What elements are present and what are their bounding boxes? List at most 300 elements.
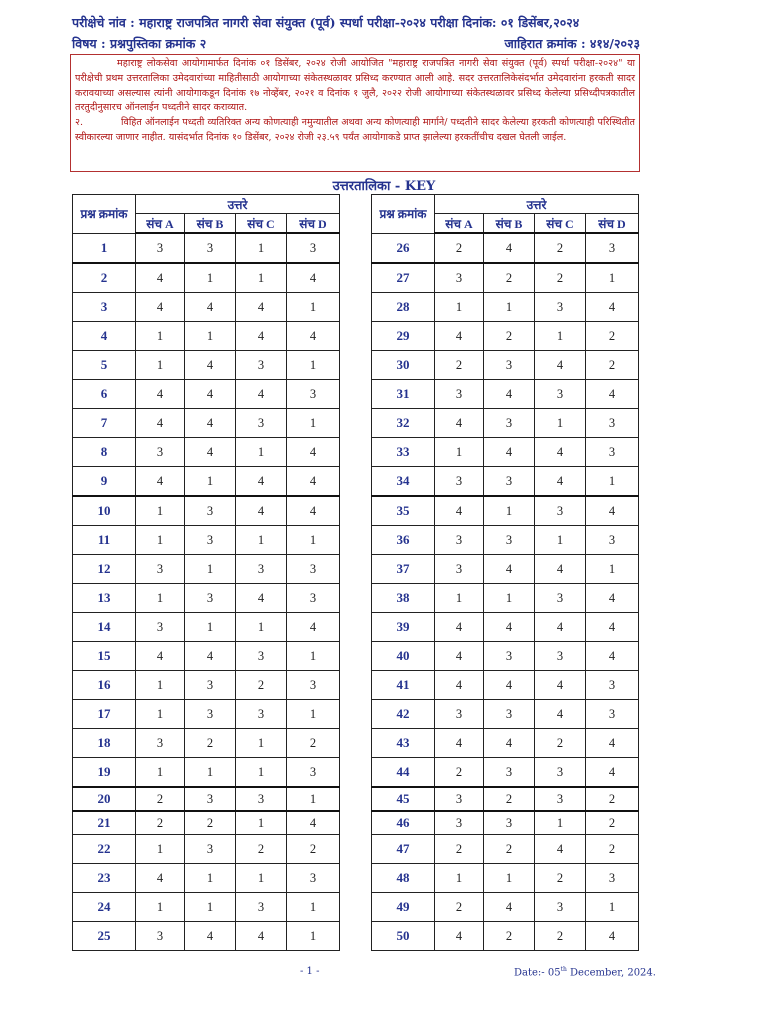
table-row [73, 467, 340, 497]
answer-set-b-cell: 3 [185, 584, 236, 613]
answer-set-b-cell: 2 [484, 835, 535, 864]
answer-set-b-cell: 1 [185, 613, 236, 642]
table-row [73, 380, 340, 409]
answer-set-b-cell: 4 [484, 671, 535, 700]
answer-set-c-cell: 3 [535, 787, 586, 811]
answer-set-c-cell: 1 [236, 233, 287, 263]
answer-set-c-cell: 3 [236, 893, 287, 922]
notice-paragraph-2-text: विहित ऑनलाईन पध्दती व्यतिरिक्त अन्य कोणत्याही नमुन्यातील अथवा अन्य कोणत्याही मार्गाने/ पध्दतीने सादर केलेल्या हरकती कोणत्याही परिस्थितीत स्वीकारल्या जाणार नाहीत. यासंदर्भात दिनांक १० डिसेंबर, २०२४ रोजी २३.५९ पर्यंत आयोगाकडे प्राप्त झालेल्या हरकतींचीच दखल घेतली जाईल. [75, 117, 635, 143]
table-row [73, 409, 340, 438]
answer-set-b-cell: 1 [484, 293, 535, 322]
answer-set-d-cell: 2 [287, 835, 340, 864]
answer-set-a-cell: 4 [136, 263, 185, 293]
question-number-cell: 46 [372, 811, 435, 835]
answer-set-d-cell: 4 [586, 642, 639, 671]
header-answers: उत्तरे [136, 195, 340, 214]
table-row [372, 380, 639, 409]
answer-set-d-cell: 2 [586, 351, 639, 380]
answer-set-c-cell: 1 [236, 613, 287, 642]
question-number-cell: 32 [372, 409, 435, 438]
answer-set-d-cell: 4 [586, 584, 639, 613]
question-number-cell: 49 [372, 893, 435, 922]
table-row [372, 233, 639, 263]
header-question-number: प्रश्न क्रमांक [73, 195, 136, 234]
answer-set-d-cell: 3 [586, 438, 639, 467]
answer-set-b-cell: 4 [185, 642, 236, 671]
answer-set-d-cell: 4 [586, 293, 639, 322]
answer-set-a-cell: 1 [435, 438, 484, 467]
answer-set-a-cell: 3 [435, 555, 484, 584]
question-number-cell: 48 [372, 864, 435, 893]
table-row [372, 409, 639, 438]
answer-set-d-cell: 2 [586, 811, 639, 835]
answer-set-d-cell: 1 [586, 893, 639, 922]
answer-set-a-cell: 4 [435, 322, 484, 351]
subject-label: विषय : प्रश्नपुस्तिका क्रमांक २ [72, 36, 207, 51]
answer-set-c-cell: 1 [236, 811, 287, 835]
answer-set-b-cell: 1 [185, 555, 236, 584]
answer-key-table-right [371, 194, 639, 951]
answer-key-title: उत्तरतालिका - KEY [332, 179, 436, 194]
question-number-cell: 25 [73, 922, 136, 951]
answer-set-a-cell: 3 [435, 263, 484, 293]
date-ordinal: th [560, 966, 567, 973]
answer-set-c-cell: 1 [236, 729, 287, 758]
answer-set-d-cell: 1 [287, 409, 340, 438]
answer-set-d-cell: 4 [586, 613, 639, 642]
table-row [73, 293, 340, 322]
answer-set-d-cell: 2 [586, 787, 639, 811]
answer-set-c-cell: 1 [535, 526, 586, 555]
page-number: - 1 - [300, 966, 320, 977]
answer-set-b-cell: 1 [484, 864, 535, 893]
answer-set-a-cell: 4 [435, 642, 484, 671]
answer-set-d-cell: 1 [586, 263, 639, 293]
notice-paragraph-2 [75, 116, 635, 146]
question-number-cell: 50 [372, 922, 435, 951]
answer-set-a-cell: 3 [136, 555, 185, 584]
question-number-cell: 40 [372, 642, 435, 671]
answer-set-b-cell: 2 [185, 811, 236, 835]
table-row [372, 922, 639, 951]
answer-set-b-cell: 3 [185, 787, 236, 811]
exam-name: परीक्षेचे नांव : महाराष्ट्र राजपत्रित नागरी सेवा संयुक्त (पूर्व) स्पर्धा परीक्षा-२०२४ परीक्षा दिनांक: ०१ डिसेंबर,२०२४ [72, 15, 580, 30]
answer-set-a-cell: 1 [136, 835, 185, 864]
answer-set-d-cell: 4 [586, 922, 639, 951]
answer-set-a-cell: 4 [136, 293, 185, 322]
answer-set-b-cell: 1 [484, 496, 535, 526]
answer-set-c-cell: 4 [236, 467, 287, 497]
table-row [372, 613, 639, 642]
question-number-cell: 41 [372, 671, 435, 700]
table-row [73, 351, 340, 380]
answer-set-b-cell: 2 [185, 729, 236, 758]
question-number-cell: 45 [372, 787, 435, 811]
answer-set-d-cell: 4 [287, 467, 340, 497]
question-number-cell: 5 [73, 351, 136, 380]
answer-set-c-cell: 2 [535, 729, 586, 758]
answer-set-b-cell: 1 [185, 263, 236, 293]
table-row [73, 642, 340, 671]
answer-set-d-cell: 3 [287, 864, 340, 893]
answer-set-a-cell: 3 [435, 380, 484, 409]
answer-set-b-cell: 1 [185, 467, 236, 497]
answer-set-a-cell: 3 [136, 613, 185, 642]
answer-set-c-cell: 4 [535, 438, 586, 467]
table-row [73, 233, 340, 263]
answer-set-d-cell: 3 [287, 671, 340, 700]
question-number-cell: 43 [372, 729, 435, 758]
question-number-cell: 38 [372, 584, 435, 613]
header-set-a: संच A [435, 214, 484, 234]
question-number-cell: 26 [372, 233, 435, 263]
table-row [73, 322, 340, 351]
answer-set-b-cell: 2 [484, 263, 535, 293]
answer-set-c-cell: 1 [236, 526, 287, 555]
answer-set-c-cell: 3 [535, 642, 586, 671]
exam-title-line [72, 14, 640, 31]
table-row [73, 671, 340, 700]
answer-set-b-cell: 3 [185, 526, 236, 555]
answer-set-c-cell: 2 [535, 233, 586, 263]
question-number-cell: 42 [372, 700, 435, 729]
question-number-cell: 16 [73, 671, 136, 700]
answer-set-d-cell: 3 [287, 584, 340, 613]
answer-set-c-cell: 3 [535, 758, 586, 788]
question-number-cell: 39 [372, 613, 435, 642]
answer-set-a-cell: 2 [136, 787, 185, 811]
answer-set-b-cell: 4 [484, 555, 535, 584]
answer-set-c-cell: 4 [535, 351, 586, 380]
answer-set-a-cell: 2 [435, 893, 484, 922]
answer-set-a-cell: 2 [435, 835, 484, 864]
table-row [372, 700, 639, 729]
answer-set-d-cell: 3 [586, 233, 639, 263]
answer-set-c-cell: 2 [535, 263, 586, 293]
question-number-cell: 22 [73, 835, 136, 864]
question-number-cell: 8 [73, 438, 136, 467]
answer-set-d-cell: 4 [287, 496, 340, 526]
answer-set-d-cell: 2 [287, 729, 340, 758]
answer-set-a-cell: 4 [435, 922, 484, 951]
table-row [73, 555, 340, 584]
answer-set-c-cell: 3 [236, 700, 287, 729]
answer-set-b-cell: 3 [484, 642, 535, 671]
question-number-cell: 18 [73, 729, 136, 758]
answer-set-b-cell: 3 [185, 835, 236, 864]
question-number-cell: 37 [372, 555, 435, 584]
answer-set-b-cell: 3 [484, 811, 535, 835]
answer-set-b-cell: 4 [185, 438, 236, 467]
answer-set-d-cell: 1 [586, 467, 639, 497]
question-number-cell: 2 [73, 263, 136, 293]
question-number-cell: 11 [73, 526, 136, 555]
answer-set-d-cell: 3 [287, 380, 340, 409]
answer-set-c-cell: 4 [236, 380, 287, 409]
answer-set-c-cell: 4 [535, 467, 586, 497]
question-number-cell: 3 [73, 293, 136, 322]
answer-set-d-cell: 3 [586, 409, 639, 438]
answer-set-a-cell: 2 [435, 233, 484, 263]
question-number-cell: 24 [73, 893, 136, 922]
answer-set-d-cell: 1 [287, 642, 340, 671]
answer-set-c-cell: 4 [535, 700, 586, 729]
answer-set-b-cell: 4 [185, 351, 236, 380]
table-body-right [372, 233, 639, 951]
question-number-cell: 7 [73, 409, 136, 438]
answer-set-a-cell: 3 [435, 526, 484, 555]
table-row [372, 787, 639, 811]
answer-set-d-cell: 3 [287, 758, 340, 788]
answer-set-c-cell: 1 [236, 263, 287, 293]
answer-set-d-cell: 1 [287, 787, 340, 811]
answer-set-b-cell: 4 [484, 233, 535, 263]
question-number-cell: 21 [73, 811, 136, 835]
answer-set-d-cell: 1 [287, 351, 340, 380]
table-row [372, 758, 639, 788]
question-number-cell: 15 [73, 642, 136, 671]
table-row [372, 835, 639, 864]
table-row [73, 787, 340, 811]
question-number-cell: 36 [372, 526, 435, 555]
answer-set-a-cell: 1 [435, 584, 484, 613]
answer-set-c-cell: 3 [535, 496, 586, 526]
header-set-d: संच D [287, 214, 340, 234]
question-number-cell: 34 [372, 467, 435, 497]
table-row [372, 864, 639, 893]
answer-set-b-cell: 3 [484, 526, 535, 555]
answer-set-d-cell: 4 [287, 322, 340, 351]
answer-set-b-cell: 3 [185, 233, 236, 263]
answer-set-c-cell: 4 [236, 584, 287, 613]
answer-set-a-cell: 1 [136, 351, 185, 380]
answer-set-b-cell: 3 [185, 700, 236, 729]
answer-set-c-cell: 1 [535, 811, 586, 835]
table-row [372, 263, 639, 293]
answer-set-c-cell: 2 [236, 835, 287, 864]
answer-set-b-cell: 2 [484, 322, 535, 351]
answer-set-b-cell: 2 [484, 922, 535, 951]
answer-set-a-cell: 1 [435, 864, 484, 893]
table-row [372, 671, 639, 700]
answer-set-b-cell: 3 [185, 671, 236, 700]
answer-set-d-cell: 1 [287, 293, 340, 322]
answer-set-b-cell: 3 [484, 467, 535, 497]
answer-set-d-cell: 4 [287, 438, 340, 467]
answer-set-a-cell: 3 [136, 438, 185, 467]
answer-set-a-cell: 3 [435, 467, 484, 497]
answer-set-c-cell: 3 [535, 584, 586, 613]
question-number-cell: 28 [372, 293, 435, 322]
table-row [73, 922, 340, 951]
answer-set-c-cell: 1 [236, 758, 287, 788]
answer-set-a-cell: 3 [435, 787, 484, 811]
answer-set-a-cell: 4 [136, 642, 185, 671]
answer-set-c-cell: 3 [535, 893, 586, 922]
answer-set-c-cell: 4 [236, 293, 287, 322]
table-row [73, 811, 340, 835]
answer-set-a-cell: 4 [435, 729, 484, 758]
answer-set-c-cell: 1 [535, 322, 586, 351]
question-number-cell: 23 [73, 864, 136, 893]
answer-set-a-cell: 4 [136, 409, 185, 438]
question-number-cell: 31 [372, 380, 435, 409]
date-suffix: December, 2024. [566, 967, 656, 979]
answer-set-b-cell: 4 [185, 922, 236, 951]
answer-set-a-cell: 4 [136, 380, 185, 409]
table-row [372, 467, 639, 497]
answer-set-a-cell: 1 [136, 526, 185, 555]
answer-set-a-cell: 3 [136, 729, 185, 758]
answer-set-a-cell: 2 [435, 351, 484, 380]
answer-set-d-cell: 1 [287, 526, 340, 555]
answer-set-c-cell: 4 [236, 922, 287, 951]
table-row [73, 729, 340, 758]
table-row [372, 322, 639, 351]
answer-set-d-cell: 1 [287, 922, 340, 951]
answer-set-c-cell: 4 [535, 613, 586, 642]
answer-set-a-cell: 3 [136, 922, 185, 951]
question-number-cell: 30 [372, 351, 435, 380]
answer-set-d-cell: 3 [287, 233, 340, 263]
table-row [372, 293, 639, 322]
answer-set-d-cell: 4 [586, 380, 639, 409]
answer-key-table-left [72, 194, 340, 951]
answer-set-a-cell: 1 [136, 671, 185, 700]
answer-set-d-cell: 4 [586, 758, 639, 788]
answer-set-a-cell: 1 [136, 322, 185, 351]
answer-set-a-cell: 2 [136, 811, 185, 835]
answer-set-d-cell: 2 [586, 322, 639, 351]
question-number-cell: 4 [73, 322, 136, 351]
question-number-cell: 6 [73, 380, 136, 409]
answer-set-d-cell: 1 [287, 893, 340, 922]
answer-set-c-cell: 3 [535, 380, 586, 409]
answer-set-c-cell: 2 [535, 922, 586, 951]
answer-set-c-cell: 3 [236, 555, 287, 584]
answer-set-a-cell: 1 [136, 700, 185, 729]
answer-set-a-cell: 1 [136, 758, 185, 788]
answer-set-d-cell: 4 [287, 613, 340, 642]
question-number-cell: 17 [73, 700, 136, 729]
answer-set-c-cell: 4 [236, 496, 287, 526]
question-number-cell: 29 [372, 322, 435, 351]
table-row [372, 811, 639, 835]
table-body-left [73, 233, 340, 951]
answer-set-b-cell: 3 [484, 700, 535, 729]
question-number-cell: 10 [73, 496, 136, 526]
answer-set-b-cell: 4 [484, 729, 535, 758]
table-row [372, 496, 639, 526]
table-row [73, 438, 340, 467]
table-row [73, 893, 340, 922]
answer-set-c-cell: 4 [236, 322, 287, 351]
table-row [73, 613, 340, 642]
question-number-cell: 14 [73, 613, 136, 642]
header-set-c: संच C [236, 214, 287, 234]
table-row [372, 893, 639, 922]
date-prefix: Date:- 05 [514, 967, 561, 979]
advertisement-number: जाहिरात क्रमांक : ४१४/२०२३ [504, 36, 640, 51]
answer-set-c-cell: 4 [535, 835, 586, 864]
answer-set-d-cell: 1 [586, 555, 639, 584]
answer-set-b-cell: 4 [185, 409, 236, 438]
table-row [73, 700, 340, 729]
question-number-cell: 12 [73, 555, 136, 584]
answer-set-b-cell: 4 [484, 613, 535, 642]
question-number-cell: 27 [372, 263, 435, 293]
answer-set-c-cell: 3 [535, 293, 586, 322]
table-row [73, 496, 340, 526]
answer-set-b-cell: 4 [484, 893, 535, 922]
answer-set-a-cell: 3 [136, 233, 185, 263]
answer-set-a-cell: 3 [435, 811, 484, 835]
answer-set-c-cell: 4 [535, 671, 586, 700]
answer-set-d-cell: 3 [586, 864, 639, 893]
answer-set-b-cell: 1 [484, 584, 535, 613]
table-row [73, 758, 340, 788]
question-number-cell: 1 [73, 233, 136, 263]
header-question-number: प्रश्न क्रमांक [372, 195, 435, 234]
answer-set-a-cell: 4 [435, 496, 484, 526]
question-number-cell: 13 [73, 584, 136, 613]
answer-set-a-cell: 2 [435, 758, 484, 788]
answer-set-c-cell: 3 [236, 351, 287, 380]
answer-set-b-cell: 1 [185, 864, 236, 893]
answer-set-b-cell: 1 [185, 322, 236, 351]
answer-set-d-cell: 3 [287, 555, 340, 584]
answer-set-a-cell: 1 [136, 893, 185, 922]
table-row [73, 835, 340, 864]
table-row [372, 642, 639, 671]
table-row [73, 864, 340, 893]
table-row [73, 263, 340, 293]
question-number-cell: 20 [73, 787, 136, 811]
answer-set-c-cell: 3 [236, 642, 287, 671]
answer-set-a-cell: 4 [435, 671, 484, 700]
answer-set-b-cell: 3 [185, 496, 236, 526]
header-set-d: संच D [586, 214, 639, 234]
question-number-cell: 9 [73, 467, 136, 497]
answer-set-b-cell: 3 [484, 409, 535, 438]
answer-set-b-cell: 1 [185, 758, 236, 788]
answer-set-c-cell: 1 [535, 409, 586, 438]
table-row [372, 351, 639, 380]
answer-set-d-cell: 2 [586, 835, 639, 864]
question-number-cell: 44 [372, 758, 435, 788]
answer-set-d-cell: 1 [287, 700, 340, 729]
answer-set-d-cell: 3 [586, 671, 639, 700]
answer-set-a-cell: 4 [136, 467, 185, 497]
question-number-cell: 33 [372, 438, 435, 467]
answer-set-b-cell: 4 [484, 438, 535, 467]
answer-set-c-cell: 1 [236, 438, 287, 467]
question-number-cell: 19 [73, 758, 136, 788]
table-row [73, 584, 340, 613]
question-number-cell: 35 [372, 496, 435, 526]
answer-set-b-cell: 3 [484, 351, 535, 380]
answer-set-b-cell: 4 [185, 380, 236, 409]
answer-set-b-cell: 4 [484, 380, 535, 409]
answer-set-a-cell: 4 [136, 864, 185, 893]
table-row [372, 729, 639, 758]
table-row [372, 555, 639, 584]
answer-set-d-cell: 4 [586, 729, 639, 758]
answer-set-d-cell: 4 [287, 263, 340, 293]
answer-set-d-cell: 3 [586, 526, 639, 555]
answer-set-a-cell: 1 [136, 584, 185, 613]
answer-set-d-cell: 3 [586, 700, 639, 729]
